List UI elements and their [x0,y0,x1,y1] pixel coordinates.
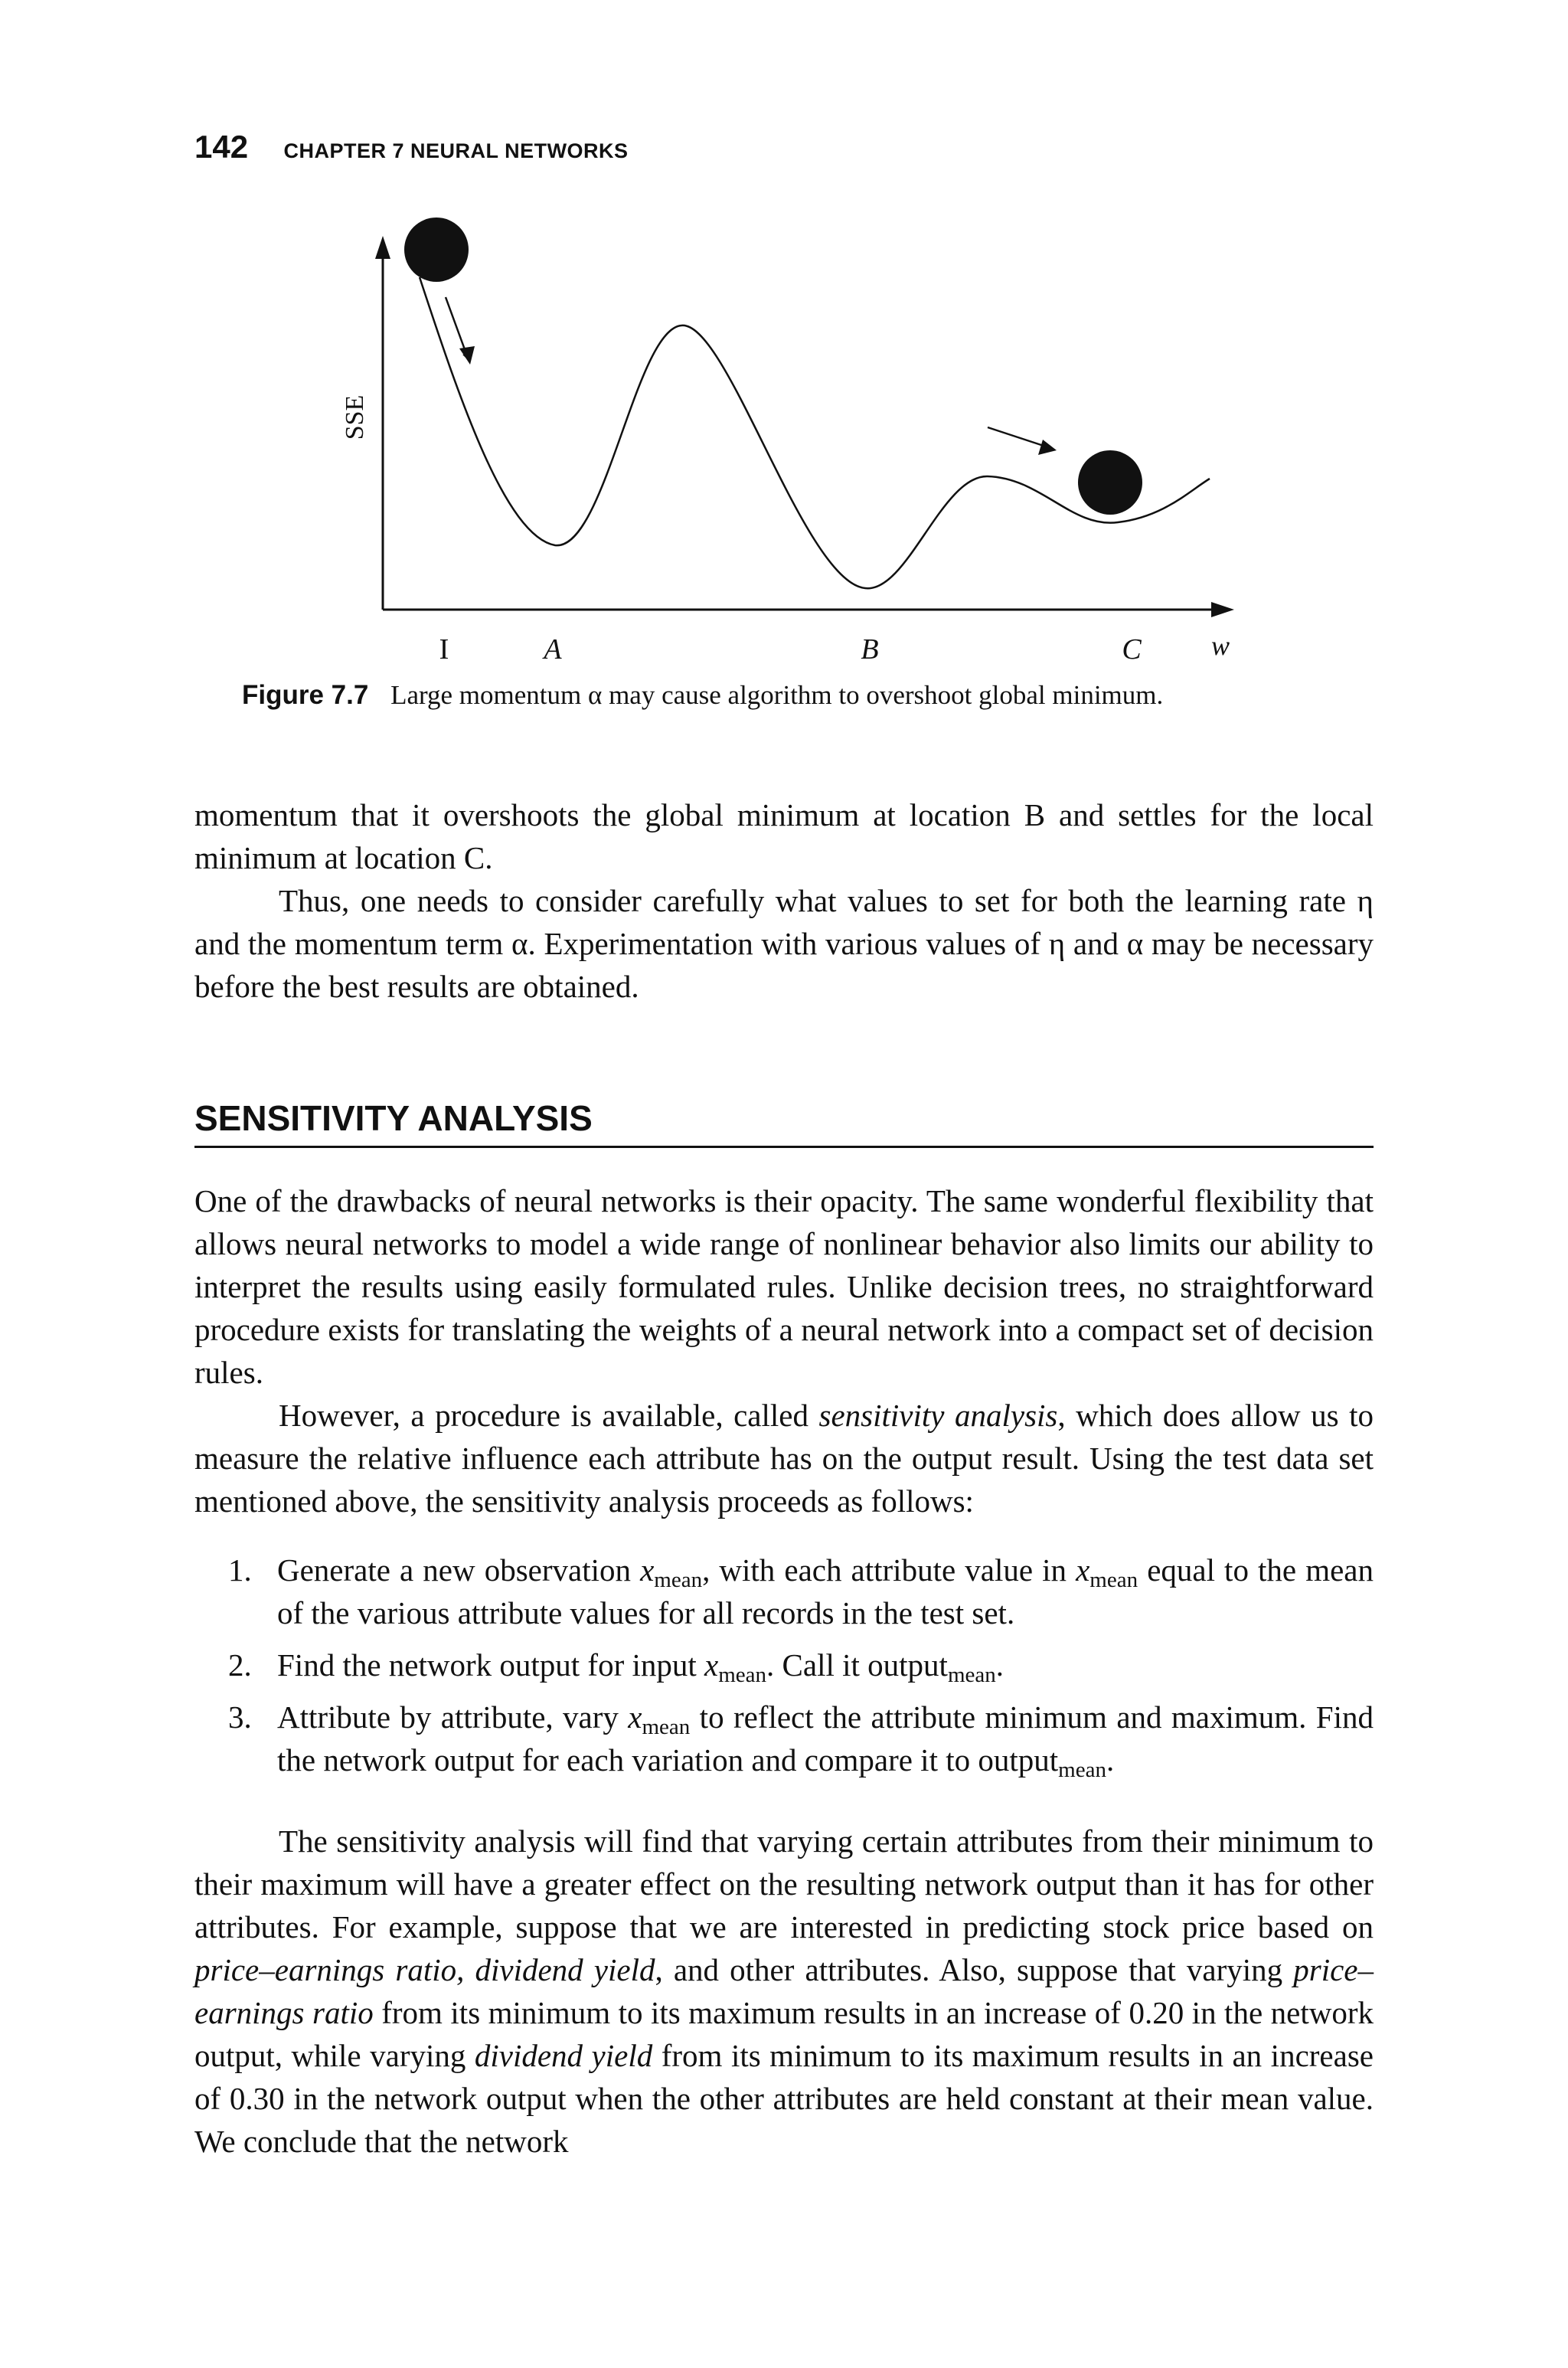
figure-sse-curve [0,0,1568,689]
text-run: The sensitivity analysis will find that varying certain attributes from their minimum to their maximum will have a greater effect on the resulting network output than it has for other attributes. For example, suppose that we are interested in predicting stock price based on [194,1823,1374,1944]
text-run: , with each attribute value in [702,1552,1076,1588]
paragraph [194,1820,1374,2163]
closing-text [194,1820,1374,2163]
subscript: mean [718,1663,767,1687]
ball-start [404,218,469,282]
text-run: , which does allow us to measure the relative influence each attribute has on the output result. Using the test data set mentioned above, the sensitivity analysis proceeds as follows: [194,1398,1374,1519]
list-number: 1. [228,1552,252,1588]
variable-x: x [1076,1552,1090,1588]
text-run: Find the network output for input [277,1647,705,1683]
chapter-title: CHAPTER 7 NEURAL NETWORKS [283,139,629,162]
text-run: from its minimum to its maximum results in an increase of 0.20 in the network output, while varying [194,1995,1374,2073]
text-run: . [995,1647,1004,1683]
page-number: 142 [194,129,249,165]
arrow-down-head [459,346,475,365]
text-run: . Call it output [766,1647,948,1683]
subscript: mean [642,1715,691,1739]
subscript: mean [1058,1758,1106,1782]
x-tick-label: C [1122,633,1142,666]
term-sensitivity-analysis: sensitivity analysis [818,1398,1058,1433]
list-item [194,1644,1374,1686]
figure-label: Figure 7.7 [242,680,369,710]
paragraph [194,1394,1374,1523]
term-italic: price–earnings ratio, dividend yield [194,1952,655,1987]
figure-caption [242,680,1163,711]
list-number: 3. [228,1699,252,1735]
figure-caption-text: Large momentum α may cause algorithm to overshoot global minimum. [390,680,1164,710]
term-italic: dividend yield [474,2038,653,2073]
text-run: Generate a new observation [277,1552,641,1588]
sse-curve [420,277,1210,588]
subscript: mean [654,1568,703,1592]
x-tick-label: B [861,633,879,666]
y-axis-arrowhead [375,236,390,259]
text-run: equal to the mean of the various attribute values for all records in the test set. [277,1552,1374,1630]
subscript: mean [1089,1568,1138,1592]
paragraph: momentum that it overshoots the global minimum at location B and settles for the local minimum at location C. [194,797,1374,875]
list-number: 2. [228,1647,252,1683]
arrow-right-icon [988,427,1050,448]
paragraph: Thus, one needs to consider carefully what values to set for both the learning rate η and the momentum term α. Experimentation with various values of η and α may be necessary before the best results are obtained. [194,883,1374,1004]
variable-x: x [628,1699,642,1735]
y-axis-label: SSE [341,394,369,440]
section-heading: SENSITIVITY ANALYSIS [194,1095,1374,1148]
subscript: mean [947,1663,996,1687]
intro-text [194,793,1374,1008]
text-run: to reflect the attribute minimum and maximum. Find the network output for each variation and compare it to output [277,1699,1374,1778]
text-run: from its minimum to its maximum results in an increase of 0.30 in the network output when the other attributes are held constant at their mean value. We conclude that the network [194,2038,1374,2159]
text-run: Attribute by attribute, vary [277,1699,629,1735]
x-axis-arrowhead [1211,602,1234,617]
text-run: However, a procedure is available, called [279,1398,819,1433]
x-tick-label: A [544,633,562,666]
arrow-right-head [1038,440,1057,455]
list-item [194,1549,1374,1634]
variable-x: x [704,1647,719,1683]
text-run: . [1106,1742,1115,1778]
paragraph: One of the drawbacks of neural networks is their opacity. The same wonderful flexibility that allows neural networks to model a wide range of nonlinear behavior also limits our ability to interpret the results using easily formulated rules. Unlike decision trees, no straightforward procedure exists for translating the weights of a neural network into a compact set of decision rules. [194,1183,1374,1390]
numbered-list [194,1549,1374,1791]
ball-local-minimum [1078,450,1142,515]
text-run: , and other attributes. Also, suppose that varying [655,1952,1294,1987]
x-axis-label: w [1210,630,1230,661]
x-tick-label: I [439,633,449,666]
list-item [194,1696,1374,1781]
section-body [194,1179,1374,1523]
term-italic: price–earnings ratio [194,1952,1374,2030]
variable-x: x [640,1552,655,1588]
